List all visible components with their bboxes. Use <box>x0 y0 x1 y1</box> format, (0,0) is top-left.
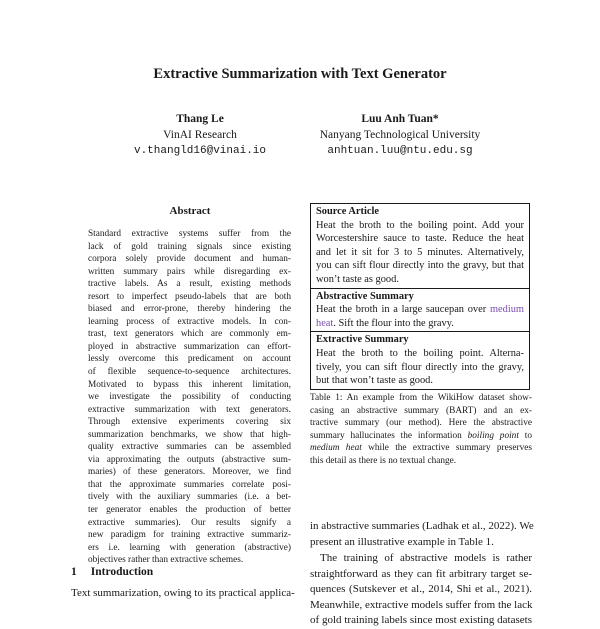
caption-line: tractive summary (our method). Here the abstractive <box>310 418 532 429</box>
abstract-line: trast, text generators which are commonly em- <box>88 329 291 340</box>
extractive-summary-text <box>316 347 524 388</box>
abstract-line: ers i.e. learning with generation (abstractive) <box>88 542 291 553</box>
intro-first-line: Text summarization, owing to its practical applica- <box>71 587 295 599</box>
abstract-line: Through extensive experiments covering six <box>88 417 291 428</box>
author-block-1 <box>85 111 315 159</box>
caption-line: this detail as there is no textual change. <box>310 455 457 466</box>
body-line: Meanwhile, extractive models suffer from the lack <box>310 598 533 611</box>
section-title: Introduction <box>90 566 154 578</box>
abstractive-summary-block <box>311 288 529 332</box>
abstract-line: lessly overcome this predicament on account <box>88 354 291 365</box>
abstract-line: objectives rather than extractive schemes. <box>88 555 244 566</box>
abstract-line: maries) of these generators. Moreover, we find <box>88 467 291 478</box>
extractive-line: tively, you can sift flour directly into the gravy, <box>316 361 524 373</box>
abstract-heading: Abstract <box>169 205 211 217</box>
abstractive-line: heat. Sift the flour into the gravy. <box>316 317 454 329</box>
abstract-line: ter generator enables the production of better <box>88 505 291 516</box>
abstract-line: we investigate the possibility of conducting <box>88 392 291 403</box>
caption-line: summary hallucinates the information boiling point to <box>310 430 532 441</box>
body-paragraph-2 <box>310 551 532 629</box>
table-caption <box>310 392 532 468</box>
abstract-text <box>88 228 291 567</box>
example-table <box>310 203 530 390</box>
extractive-summary-block <box>311 331 529 388</box>
abstractive-summary-heading: Abstractive Summary <box>316 290 414 302</box>
abstract-line: summarization benchmarks, we show that high- <box>88 429 291 440</box>
body-line: straightforward as they can fit arbitrary target se- <box>310 567 532 580</box>
source-article-text <box>316 219 524 287</box>
author-affiliation: Nanyang Technological University <box>319 129 481 141</box>
source-line: Heat the broth to the boiling point. Add your <box>316 219 524 231</box>
source-line: Worcestershire sauce to taste. Reduce the heat <box>316 233 524 245</box>
author-block-2 <box>285 111 515 159</box>
highlighted-phrase: medium <box>489 304 524 316</box>
source-article-heading: Source Article <box>316 206 379 217</box>
body-line: The training of abstractive models is rather <box>320 552 532 564</box>
abstract-line: resort to imperfect pseudo-labels that are both <box>88 291 291 302</box>
body-line: of gold training labels since most existing datasets <box>310 614 532 627</box>
abstractive-line: Heat the broth in a large saucepan over medium <box>316 304 524 316</box>
abstract-line: tractive labels. As a result, existing methods <box>88 279 291 290</box>
paper-title: Extractive Summarization with Text Generator <box>153 66 447 82</box>
source-line: you can sift flour directly into the gravy, but that <box>316 260 524 272</box>
extractive-line: Heat the broth to the boiling point. Alterna- <box>316 347 524 359</box>
author-email[interactable]: anhtuan.luu@ntu.edu.sg <box>327 145 473 157</box>
abstract-line: corpora solely provide document and human- <box>88 254 291 265</box>
section-heading <box>71 566 153 578</box>
author-email[interactable]: v.thangld16@vinai.io <box>133 145 267 157</box>
author-name: Luu Anh Tuan* <box>361 113 439 125</box>
body-line: quences (Sutskever et al., 2014, Shi et al., 2021). <box>310 583 532 596</box>
abstract-line: biased and error-prone, thereby hindering the <box>88 304 291 315</box>
author-affiliation: VinAI Research <box>163 129 237 141</box>
abstract-line: extractive summaries). Our results signify a <box>88 517 291 528</box>
source-article-block <box>311 204 529 288</box>
abstract-line: learning process of extractive models. In con- <box>88 316 291 327</box>
body-line: in abstractive summaries (Ladhak et al., 2022). We <box>310 520 534 532</box>
abstract-line: via approximating the outputs (abstractive sum- <box>88 454 291 465</box>
abstract-line: that the approximate summaries correlate posi- <box>88 479 291 490</box>
caption-line: medium heat while the extractive summary preserves <box>310 443 532 454</box>
caption-line: casing an abstractive summary (BART) and an ex- <box>310 405 532 416</box>
abstract-line: ployed in abstractive summarization can effort- <box>88 341 291 352</box>
highlighted-phrase: heat <box>316 317 334 329</box>
abstract-line: Standard extractive systems suffer from the <box>88 229 291 239</box>
abstract-line: of flexible sequence-to-sequence architectures. <box>88 367 291 378</box>
abstract-line: lack of gold training signals since existing <box>88 241 291 252</box>
abstract-line: tively with the auxiliary summaries (i.e. a bet- <box>88 492 291 503</box>
extractive-line: but that won’t taste as good. <box>316 375 433 387</box>
author-name: Thang Le <box>176 113 224 125</box>
source-line: won’t taste as good. <box>316 273 399 285</box>
body-line: present an illustrative example in Table 1. <box>310 535 494 548</box>
abstract-line: written summary pairs while disregarding ex- <box>88 266 291 277</box>
abstract-line: quality extractive summaries can be assembled <box>88 442 291 453</box>
source-line: and let it sit for 3 to 5 minutes. Alternatively, <box>316 246 524 258</box>
body-paragraph-1 <box>310 519 532 550</box>
section-number: 1 <box>71 566 77 578</box>
abstract-line: extractive summarization with text generators. <box>88 404 291 415</box>
abstract-line: Motivated to bypass this inherent limitation, <box>88 379 291 390</box>
caption-line: Table 1: An example from the WikiHow dataset show- <box>310 393 532 403</box>
abstract-line: new paradigm for training extractive summariz- <box>88 530 291 541</box>
extractive-summary-heading: Extractive Summary <box>316 334 409 346</box>
